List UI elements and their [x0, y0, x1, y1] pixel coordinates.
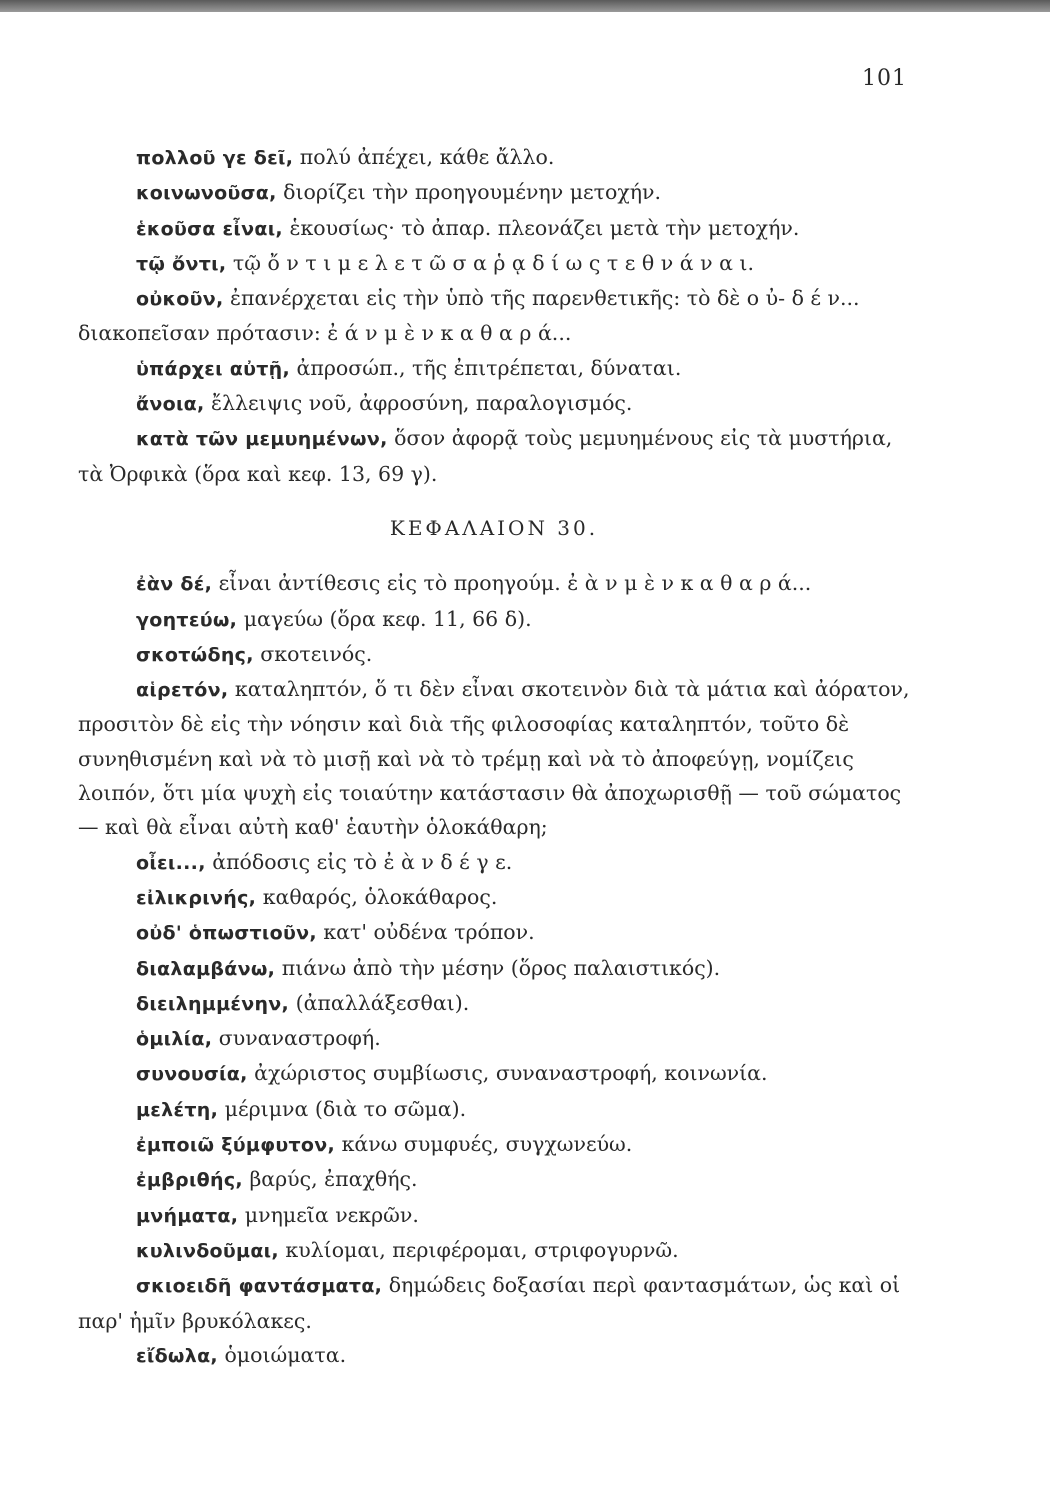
- glossary-term: συνουσία,: [136, 1063, 248, 1086]
- glossary-definition: (ἀπαλλάξεσθαι).: [289, 990, 470, 1015]
- glossary-term: σκοτώδης,: [136, 643, 254, 666]
- glossary-term: γοητεύω,: [136, 608, 238, 631]
- glossary-entry: [78, 175, 910, 210]
- glossary-term: εἰλικρινής,: [136, 886, 257, 909]
- glossary-entry: [78, 1233, 910, 1268]
- glossary-term: κοινωνοῦσα,: [136, 182, 277, 205]
- glossary-term: οὐδ' ὁπωστιοῦν,: [136, 922, 317, 945]
- glossary-entry: [78, 566, 910, 601]
- glossary-definition: μαγεύω (ὅρα κεφ. 11, 66 δ).: [237, 606, 532, 631]
- glossary-entry: [78, 915, 910, 950]
- glossary-definition: βαρύς, ἐπαχθής.: [242, 1167, 418, 1192]
- glossary-definition: ἔλλειψις νοῦ, ἀφροσύνη, παραλογισμός.: [204, 391, 633, 416]
- glossary-definition: διορίζει τὴν προηγουμένην μετοχήν.: [276, 180, 662, 205]
- glossary-definition: εἶναι ἀντίθεσις εἰς τὸ προηγούμ. ἐ ὰ ν μ ὲ ν κ α θ α ρ ά...: [212, 571, 812, 596]
- glossary-definition: ὁμοιώματα.: [217, 1342, 347, 1367]
- glossary-term: κατὰ τῶν μεμυημένων,: [136, 428, 388, 451]
- glossary-entry: [78, 1021, 910, 1056]
- glossary-entry: [78, 602, 910, 637]
- glossary-definition: καταληπτόν, ὅ τι δὲν εἶναι σκοτεινὸν διὰ τὰ μάτια καὶ ἀόρατον, προσιτὸν δὲ εἰς τὴν νόησιν καὶ διὰ τῆς φιλοσοφίας καταληπτόν, τοῦτο δὲ συνηθισμένη καὶ νὰ τὸ μισῇ καὶ νὰ τὸ τρέμῃ καὶ νὰ τὸ ἀποφεύγῃ, νομίζεις λοιπόν, ὅτι μία ψυχὴ εἰς τοιαύτην κατάστασιν θὰ ἀποχωρισθῇ — τοῦ σώματος — καὶ θὰ εἶναι αὐτὴ καθ' ἑαυτὴν ὁλοκάθαρη;: [78, 677, 910, 840]
- glossary-term: πολλοῦ γε δεῖ,: [136, 147, 294, 169]
- glossary-definition: καθαρός, ὁλοκάθαρος.: [256, 884, 498, 909]
- glossary-entry: [78, 351, 910, 386]
- glossary-body: [78, 140, 910, 1373]
- glossary-term: ὁμιλία,: [136, 1028, 213, 1051]
- glossary-definition: ἑκουσίως· τὸ ἀπαρ. πλεονάζει μετὰ τὴν μετοχήν.: [282, 215, 800, 240]
- glossary-entry: [78, 1162, 910, 1197]
- glossary-entry: [78, 986, 910, 1021]
- glossary-section-1: [78, 140, 910, 491]
- glossary-definition: κατ' οὐδένα τρόπον.: [316, 920, 535, 945]
- glossary-term: ὑπάρχει αὐτῇ,: [136, 357, 291, 380]
- glossary-term: σκιοειδῆ φαντάσματα,: [136, 1275, 383, 1298]
- glossary-term: ἑκοῦσα εἶναι,: [136, 217, 283, 240]
- glossary-term: διειλημμένην,: [136, 992, 290, 1015]
- glossary-term: διαλαμβάνω,: [136, 957, 276, 980]
- glossary-definition: κάνω συμφυές, συγχωνεύω.: [335, 1132, 633, 1157]
- glossary-definition: τῷ ὄ ν τ ι μ ε λ ε τ ῶ σ α ῥ ᾳ δ ί ω ς τ ε θ ν ά ν α ι.: [226, 250, 754, 275]
- glossary-term: ἐμποιῶ ξύμφυτον,: [136, 1134, 336, 1157]
- glossary-entry: [78, 951, 910, 986]
- glossary-entry: [78, 1056, 910, 1091]
- glossary-definition: ὅσον ἀφορᾷ τοὺς μεμυημένους εἰς τὰ μυστήρια, τὰ Ὀρφικὰ (ὅρα καὶ κεφ. 13, 69 γ).: [78, 426, 893, 486]
- glossary-term: αἱρετόν,: [136, 679, 229, 702]
- glossary-entry: [78, 672, 910, 844]
- glossary-entry: [78, 386, 910, 421]
- glossary-definition: σκοτεινός.: [253, 641, 373, 666]
- glossary-entry: [78, 1268, 910, 1338]
- glossary-term: μνήματα,: [136, 1204, 239, 1227]
- chapter-heading: ΚΕΦΑΛΑΙΟΝ 30.: [389, 515, 599, 540]
- glossary-entry: [78, 140, 910, 175]
- glossary-entry: [78, 637, 910, 672]
- glossary-term: ἐμβριθής,: [136, 1169, 243, 1192]
- glossary-definition: ἀχώριστος συμβίωσις, συναναστροφή, κοινωνία.: [247, 1061, 768, 1086]
- glossary-definition: πιάνω ἀπὸ τὴν μέσην (ὅρος παλαιστικός).: [275, 955, 721, 980]
- glossary-definition: ἐπανέρχεται εἰς τὴν ὑπὸ τῆς παρενθετικῆς: τὸ δὲ ο ὐ- δ έ ν... διακοπεῖσαν πρότασιν: ἐ ά ν μ ὲ ν κ α θ α ρ ά...: [78, 286, 860, 346]
- glossary-entry: [78, 1092, 910, 1127]
- glossary-definition: κυλίομαι, περιφέρομαι, στριφογυρνῶ.: [278, 1237, 679, 1262]
- glossary-term: τῷ ὄντι,: [136, 252, 227, 275]
- glossary-definition: δημώδεις δοξασίαι περὶ φαντασμάτων, ὡς καὶ οἱ παρ' ἡμῖν βρυκόλακες.: [78, 1273, 901, 1333]
- glossary-term: οἶει...,: [136, 851, 206, 874]
- glossary-term: μελέτη,: [136, 1098, 219, 1121]
- glossary-definition: μέριμνα (διὰ το σῶμα).: [218, 1096, 467, 1121]
- glossary-entry: [78, 1127, 910, 1162]
- glossary-section-2: [78, 566, 910, 1373]
- glossary-entry: [78, 845, 910, 880]
- glossary-entry: [78, 246, 910, 281]
- glossary-definition: πολύ ἀπέχει, κάθε ἄλλο.: [293, 145, 555, 169]
- glossary-entry: [78, 1198, 910, 1233]
- glossary-term: κυλινδοῦμαι,: [136, 1239, 279, 1262]
- glossary-entry: [78, 281, 910, 351]
- glossary-term: ἐὰν δέ,: [136, 573, 213, 596]
- glossary-term: ἄνοια,: [136, 393, 205, 416]
- scan-top-edge: [0, 0, 1050, 12]
- glossary-definition: μνημεῖα νεκρῶν.: [238, 1202, 419, 1227]
- glossary-definition: ἀπόδοσις εἰς τὸ ἐ ὰ ν δ έ γ ε.: [205, 849, 513, 874]
- glossary-definition: ἀπροσώπ., τῆς ἐπιτρέπεται, δύναται.: [290, 355, 682, 380]
- glossary-term: οὐκοῦν,: [136, 288, 224, 311]
- glossary-entry: [78, 211, 910, 246]
- page-number: 101: [862, 66, 907, 91]
- glossary-term: εἴδωλα,: [136, 1344, 218, 1367]
- glossary-entry: [78, 1338, 910, 1373]
- glossary-entry: [78, 880, 910, 915]
- glossary-entry: [78, 421, 910, 491]
- glossary-definition: συναναστροφή.: [212, 1026, 381, 1051]
